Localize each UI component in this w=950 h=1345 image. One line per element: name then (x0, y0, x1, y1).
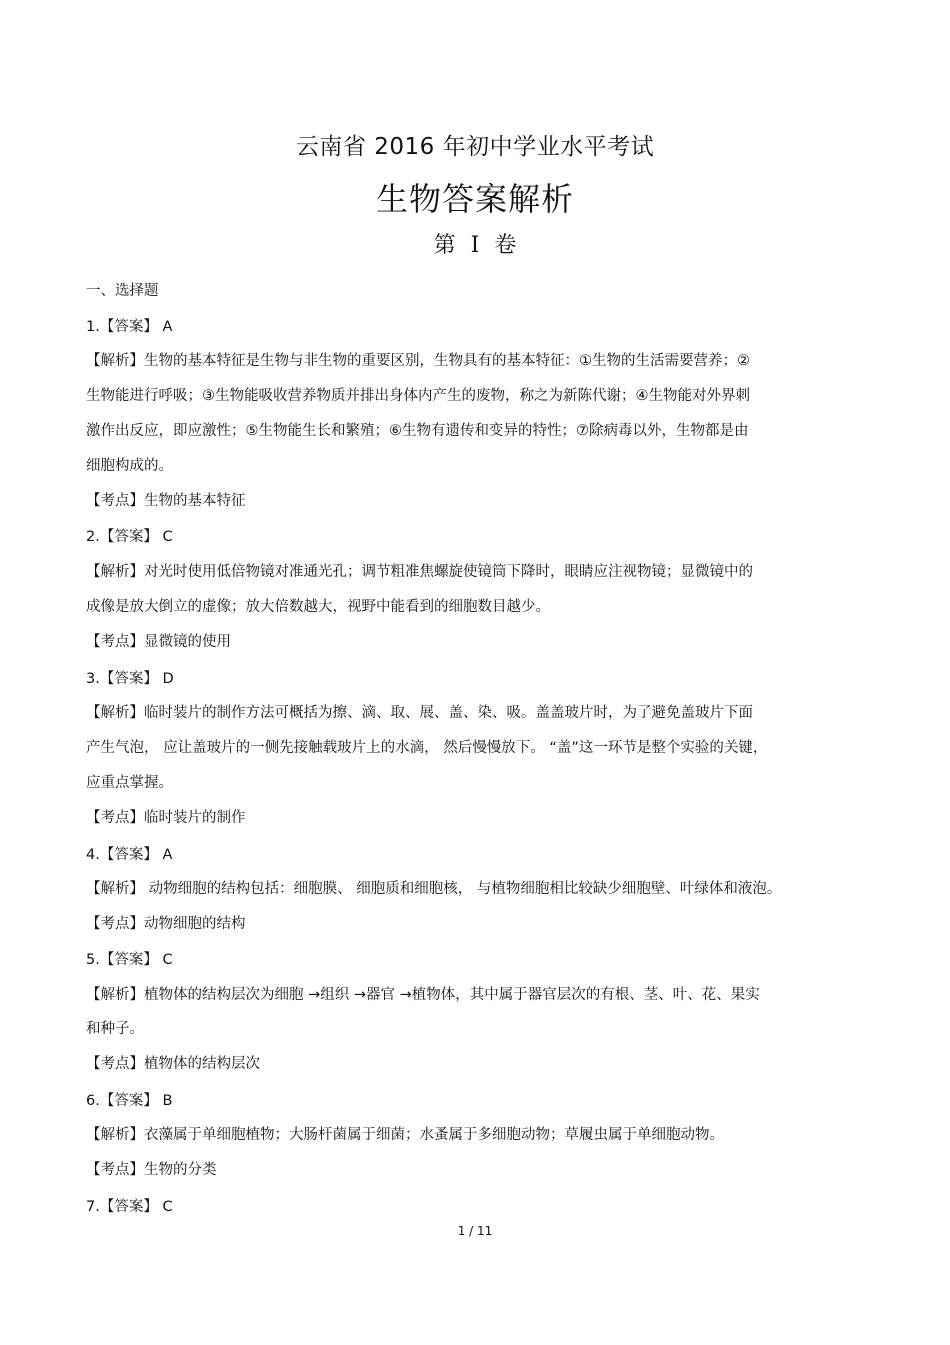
analysis-line: 【解析】 动物细胞的结构包括：细胞膜、 细胞质和细胞核， 与植物细胞相比较缺少细胞壁、叶绿体和液泡。 (86, 881, 782, 897)
answer-line: 5.【答案】 C (86, 952, 173, 968)
answer-line: 6.【答案】 B (86, 1093, 173, 1109)
answer-line: 1.【答案】 A (86, 319, 173, 335)
analysis-line: 产生气泡， 应让盖玻片的一侧先接触载玻片上的水滴， 然后慢慢放下。 “盖”这一环节是整个实验的关键， (86, 740, 768, 756)
exam-title: 云南省 2016 年初中学业水平考试 (295, 134, 655, 160)
analysis-line: 【解析】衣藻属于单细胞植物；大肠杆菌属于细菌；水蚤属于多细胞动物；草履虫属于单细胞动物。 (86, 1127, 724, 1143)
topic-line: 【考点】生物的基本特征 (86, 493, 246, 509)
analysis-line: 【解析】临时装片的制作方法可概括为擦、滴、取、展、盖、染、吸。盖盖玻片时，为了避免盖玻片下面 (86, 705, 753, 721)
volume-label: 第 Ⅰ 卷 (433, 233, 517, 258)
answer-line: 3.【答案】 D (86, 671, 174, 687)
answer-title: 生物答案解析 (375, 180, 574, 218)
topic-line: 【考点】动物细胞的结构 (86, 916, 246, 932)
analysis-line: 【解析】植物体的结构层次为细胞 →组织 →器官 →植物体，其中属于器官层次的有根、茎、叶、花、果实 (86, 987, 760, 1003)
topic-line: 【考点】显微镜的使用 (86, 634, 231, 650)
page-number: 1 / 11 (457, 1224, 493, 1238)
analysis-line: 激作出反应，即应激性；⑤生物能生长和繁殖；⑥生物有遗传和变异的特性；⑦除病毒以外，生物都是由 (86, 423, 749, 439)
topic-line: 【考点】临时装片的制作 (86, 810, 246, 826)
answer-line: 7.【答案】 C (86, 1199, 173, 1215)
analysis-line: 【解析】对光时使用低倍物镜对准通光孔；调节粗准焦螺旋使镜筒下降时，眼睛应注视物镜；显微镜中的 (86, 564, 753, 580)
analysis-line: 细胞构成的。 (86, 458, 173, 474)
analysis-line: 成像是放大倒立的虚像；放大倍数越大，视野中能看到的细胞数目越少。 (86, 599, 550, 615)
topic-line: 【考点】生物的分类 (86, 1162, 217, 1178)
section-heading: 一、选择题 (86, 283, 159, 299)
answer-line: 2.【答案】 C (86, 529, 173, 545)
analysis-line: 和种子。 (86, 1021, 144, 1037)
analysis-line: 应重点掌握。 (86, 775, 173, 791)
analysis-line: 【解析】生物的基本特征是生物与非生物的重要区别，生物具有的基本特征：①生物的生活需要营养；② (86, 353, 750, 369)
answer-line: 4.【答案】 A (86, 847, 173, 863)
topic-line: 【考点】植物体的结构层次 (86, 1056, 260, 1072)
analysis-line: 生物能进行呼吸；③生物能吸收营养物质并排出身体内产生的废物，称之为新陈代谢；④生物能对外界刺 (86, 388, 750, 404)
